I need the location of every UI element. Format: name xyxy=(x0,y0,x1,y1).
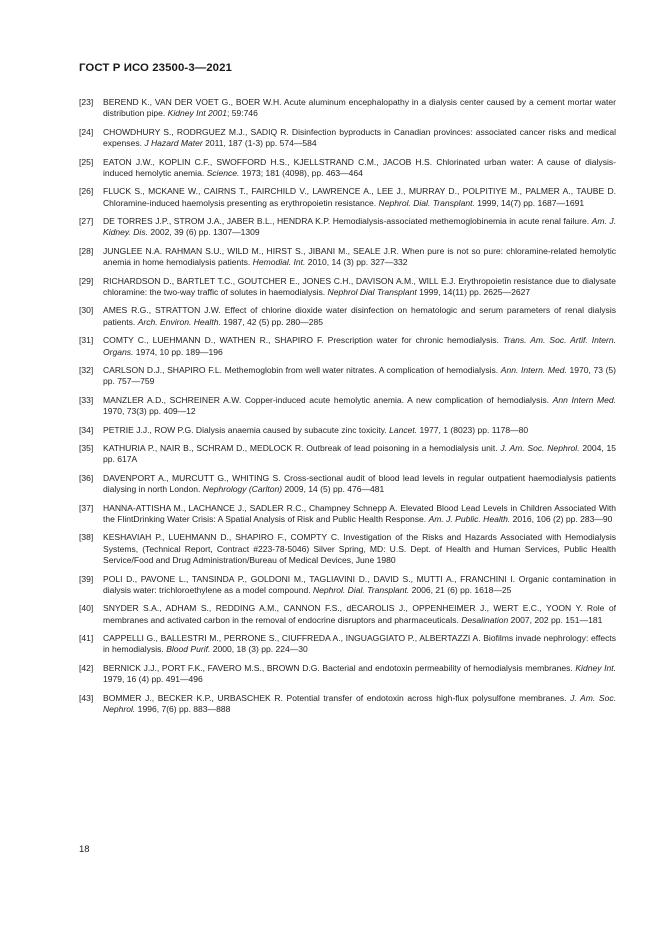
reference-text xyxy=(103,603,616,626)
reference-text xyxy=(103,305,616,328)
journal-title: J Hazard Mater xyxy=(144,138,203,149)
reference-text xyxy=(103,395,616,418)
reference-segment: 2004, 15 pp. 617A xyxy=(103,443,617,465)
reference-text xyxy=(103,443,616,466)
reference-number: [27] xyxy=(79,216,94,227)
reference-segment: BERNICK J.J., PORT F.K., FAVERO M.S., BROWN D.G. Bacterial and endotoxin permeability of hemodialysis membranes. xyxy=(103,662,576,673)
reference-item xyxy=(79,157,616,180)
reference-number: [40] xyxy=(79,603,94,614)
journal-title: Hemodial. Int. xyxy=(252,257,306,268)
journal-title: Nephrol. Dial. Transplant. xyxy=(378,197,475,208)
reference-segment: RICHARDSON D., BARTLET T.C., GOUTCHER E., JONES C.H., DAVISON A.M., WILL E.J. Erythropoietin resistance due to dialysate chloramine: the two-way traffic of solutes in haemodialysis. xyxy=(103,275,616,297)
reference-item xyxy=(79,305,616,328)
reference-number: [23] xyxy=(79,97,94,107)
reference-text xyxy=(103,574,616,597)
reference-segment: 1970, 73 (5) pp. 757—759 xyxy=(103,365,617,387)
reference-segment: CHOWDHURY S., RODRGUEZ M.J., SADIQ R. Disinfection byproducts in Canadian provinces: associated cancer risks and medical expenses. xyxy=(103,126,616,149)
reference-text xyxy=(103,276,616,299)
reference-segment: 1970, 73(3) pp. 409—12 xyxy=(103,406,196,417)
reference-text xyxy=(103,532,616,566)
reference-item xyxy=(79,97,616,120)
page-number: 18 xyxy=(79,844,90,855)
reference-segment: CARLSON D.J., SHAPIRO F.L. Methemoglobin from well water nitrates. A complication of hemodialysis. xyxy=(103,365,501,376)
reference-segment: 1974, 10 pp. 189—196 xyxy=(133,346,223,357)
reference-item xyxy=(79,663,616,686)
journal-title: Nephrol Dial Transplant xyxy=(327,286,417,297)
reference-segment: 1987, 42 (5) pp. 280—285 xyxy=(220,316,323,327)
reference-number: [33] xyxy=(79,394,94,405)
reference-text xyxy=(103,365,616,388)
reference-number: [28] xyxy=(79,245,94,256)
reference-segment: 2009, 14 (5) pp. 476—481 xyxy=(282,484,385,495)
reference-item xyxy=(79,693,616,716)
reference-segment: SNYDER S.A., ADHAM S., REDDING A.M., CANNON F.S., dECAROLIS J., OPPENHEIMER J., WERT E.C., YOON Y. Role of membranes and activated carbon in the removal of endocrine disruptors and pharmaceuticals. xyxy=(103,603,616,625)
journal-title: Ann Intern Med. xyxy=(552,394,616,405)
reference-segment: PETRIE J.J., ROW P.G. Dialysis anaemia caused by subacute zinc toxicity. xyxy=(103,424,390,435)
reference-number: [41] xyxy=(79,633,94,644)
reference-segment: 1999, 14(11) pp. 2625—2627 xyxy=(416,286,531,297)
reference-segment: FLUCK S., MCKANE W., CAIRNS T., FAIRCHILD V., LAWRENCE A., LEE J., MURRAY D., POLPITIYE M., PALMER A., TAUBE D. Chloramine-induced haemolysis presenting as erythropoietin resistance. xyxy=(103,186,616,208)
reference-item xyxy=(79,335,616,358)
reference-text xyxy=(103,503,616,526)
reference-item xyxy=(79,574,616,597)
reference-segment: 2000, 18 (3) pp. 224—30 xyxy=(210,644,308,655)
reference-number: [37] xyxy=(79,502,94,513)
reference-number: [39] xyxy=(79,573,94,584)
reference-segment: 2006, 21 (6) pp. 1618—25 xyxy=(409,584,512,595)
reference-segment: 2010, 14 (3) pp. 327—332 xyxy=(305,257,408,268)
reference-item xyxy=(79,473,616,496)
reference-number: [38] xyxy=(79,532,94,543)
reference-segment: 2016, 106 (2) pp. 283—90 xyxy=(510,513,613,524)
reference-number: [25] xyxy=(79,156,94,167)
journal-title: Nephrology (Carlton) xyxy=(202,484,283,495)
reference-segment: 2007, 202 pp. 151—181 xyxy=(508,614,603,625)
reference-number: [26] xyxy=(79,186,94,197)
reference-item xyxy=(79,603,616,626)
reference-item xyxy=(79,425,616,436)
reference-segment: DAVENPORT A., MURCUTT G., WHITING S. Cross-sectional audit of blood lead levels in regular outpatient haemodialysis patients dialysing in north London. xyxy=(103,472,616,495)
reference-segment: KATHURIA P., NAIR B., SCHRAM D., MEDLOCK R. Outbreak of lead poisoning in a hemodialysis unit. xyxy=(103,443,501,454)
reference-text xyxy=(103,216,616,239)
reference-text xyxy=(103,633,616,656)
reference-segment: JUNGLEE N.A. RAHMAN S.U., WILD M., HIRST S., JIBANI M., SEALE J.R. When pure is not so pure: chloramine-related hemolytic anemia in home hemodialysis patients. xyxy=(103,245,616,268)
reference-text xyxy=(103,693,616,716)
reference-number: [24] xyxy=(79,126,94,137)
reference-segment: 1977, 1 (8023) pp. 1178—80 xyxy=(417,424,529,435)
reference-text xyxy=(103,97,616,120)
journal-title: Arch. Environ. Health. xyxy=(137,316,221,327)
journal-title: Am. J. Kidney. Dis. xyxy=(103,216,616,238)
reference-segment: BOMMER J., BECKER K.P., URBASCHEK R. Potential transfer of endotoxin across high-flux polysulfone membranes. xyxy=(103,692,571,703)
journal-title: Kidney Int. xyxy=(575,662,616,673)
journal-title: Desalination xyxy=(461,614,509,625)
reference-number: [43] xyxy=(79,692,94,703)
reference-segment: POLI D., PAVONE L., TANSINDA P., GOLDONI M., TAGLIAVINI D., DAVID S., MUTTI A., FRANCHINI I. Organic contamination in dialysis water: trichloroethylene as a model compound. xyxy=(103,573,616,595)
journal-title: Ann. Intern. Med. xyxy=(500,365,567,376)
reference-number: [29] xyxy=(79,275,94,286)
reference-text xyxy=(103,335,616,358)
reference-number: [32] xyxy=(79,365,94,376)
reference-segment: KESHAVIAH P., LUEHMANN D., SHAPIRO F., COMPTY C. Investigation of the Risks and Hazards Associated with Hemodialysis Systems, (Technical Report, Contract #223-78-5046) Silver Spring, MD: U.S. Dept. of Health and Human Services, Public Health Service/Food and Drug Administration/Bureau of Medical Devices, June 1980 xyxy=(103,532,616,566)
reference-number: [34] xyxy=(79,424,94,435)
reference-number: [36] xyxy=(79,472,94,483)
journal-title: Kidney Int 2001 xyxy=(167,108,228,119)
journal-title: Trans. Am. Soc. Artif. Intern. Organs. xyxy=(103,335,616,357)
reference-segment: 1979, 16 (4) pp. 491—496 xyxy=(103,674,203,685)
reference-item xyxy=(79,443,616,466)
reference-text xyxy=(103,186,616,209)
reference-item xyxy=(79,395,616,418)
reference-segment: BEREND K., VAN DER VOET G., BOER W.H. Acute aluminum encephalopathy in a dialysis center caused by a cement mortar water distribution pipe. xyxy=(103,97,616,119)
reference-segment: CAPPELLI G., BALLESTRI M., PERRONE S., CIUFFREDA A., INGUAGGIATO P., ALBERTAZZI A. Biofilms invade nephrology: effects in hemodialysis. xyxy=(103,633,616,655)
reference-text xyxy=(103,663,616,686)
reference-item xyxy=(79,532,616,566)
reference-text xyxy=(103,127,616,150)
reference-item xyxy=(79,276,616,299)
journal-title: Blood Purif. xyxy=(166,644,211,655)
reference-text xyxy=(103,157,616,180)
reference-number: [42] xyxy=(79,662,94,673)
reference-segment: EATON J.W., KOPLIN C.F., SWOFFORD H.S., KJELLSTRAND C.M., JACOB H.S. Chlorinated urban water: A cause of dialysis-induced hemolytic anemia. xyxy=(103,156,616,178)
journal-title: Lancet. xyxy=(389,424,418,435)
reference-text xyxy=(103,246,616,269)
reference-number: [35] xyxy=(79,443,94,454)
reference-item xyxy=(79,216,616,239)
reference-text xyxy=(103,473,616,496)
reference-segment: 2011, 187 (1-3) pp. 574—584 xyxy=(202,138,317,149)
reference-number: [30] xyxy=(79,305,94,316)
reference-item xyxy=(79,503,616,526)
reference-segment: ; 59:746 xyxy=(227,108,258,119)
journal-title: Nephrol. Dial. Transplant. xyxy=(312,584,410,595)
reference-segment: 1996, 7(6) pp. 883—888 xyxy=(135,703,231,714)
reference-segment: 2002, 39 (6) pp. 1307—1309 xyxy=(147,227,260,238)
reference-item xyxy=(79,127,616,150)
reference-segment: 1999, 14(7) pp. 1687—1691 xyxy=(474,197,585,208)
reference-list xyxy=(79,97,616,722)
reference-text xyxy=(103,425,616,436)
reference-segment: AMES R.G., STRATTON J.W. Effect of chlorine dioxide water disinfection on hematologic and serum parameters of renal dialysis patients. xyxy=(103,305,616,327)
reference-item xyxy=(79,246,616,269)
reference-item xyxy=(79,365,616,388)
journal-title: J. Am. Soc. Nephrol. xyxy=(103,692,616,714)
reference-segment: HANNA-ATTISHA M., LACHANCE J., SADLER R.C., Champney Schnepp A. Elevated Blood Lead Levels in Children Associated With the FlintDrinking Water Crisis: A Spatial Analysis of Risk and Public Health Response. xyxy=(103,502,616,524)
journal-title: Science. xyxy=(206,167,240,178)
journal-title: Am. J. Public. Health. xyxy=(428,513,511,524)
reference-number: [31] xyxy=(79,335,94,346)
reference-segment: COMTY C., LUEHMANN D., WATHEN R., SHAPIRO F. Prescription water for chronic hemodialysis. xyxy=(103,335,503,346)
reference-segment: DE TORRES J.P., STROM J.A., JABER B.L., HENDRA K.P. Hemodialysis-associated methemoglobinemia in acute renal failure. xyxy=(103,216,592,227)
document-header: ГОСТ Р ИСО 23500-3—2021 xyxy=(79,62,232,74)
reference-segment: MANZLER A.D., SCHREINER A.W. Copper-induced acute hemolytic anemia. A new complication of hemodialysis. xyxy=(103,394,553,405)
reference-segment: 1973; 181 (4098), pp. 463—464 xyxy=(239,167,363,178)
journal-title: J. Am. Soc. Nephrol. xyxy=(500,443,580,454)
reference-item xyxy=(79,633,616,656)
reference-item xyxy=(79,186,616,209)
